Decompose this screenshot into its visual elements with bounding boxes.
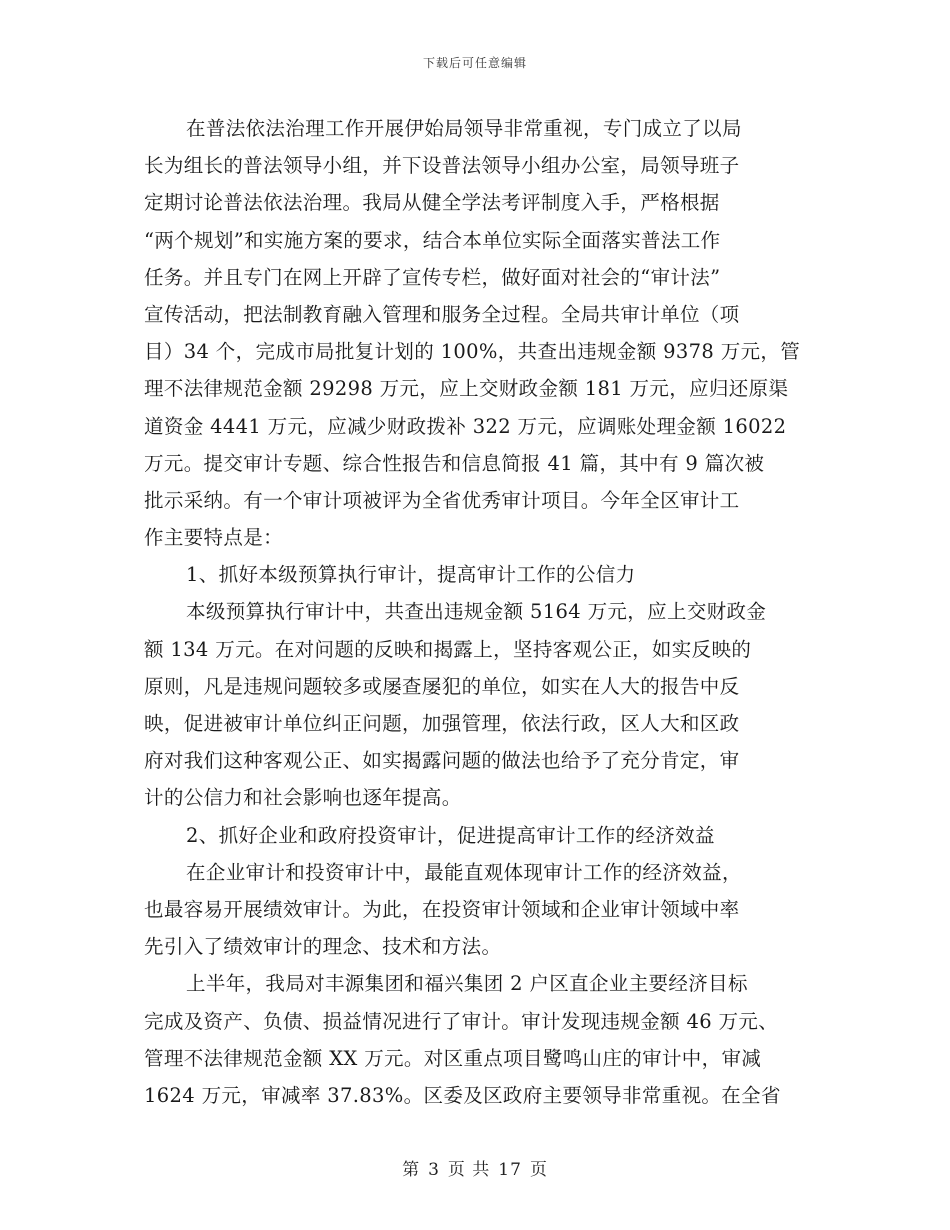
paragraph-line: 完成及资产、负债、损益情况进行了审计。审计发现违规金额 46 万元、	[144, 1009, 779, 1033]
paragraph-line: 长为组长的普法领导小组，并下设普法领导小组办公室，局领导班子	[144, 154, 740, 178]
paragraph-line: 原则，凡是违规问题较多或屡查屡犯的单位，如实在人大的报告中反	[144, 674, 740, 698]
page-number-footer	[0, 1155, 950, 1180]
paragraph-line: 额 134 万元。在对问题的反映和揭露上，坚持客观公正，如实反映的	[144, 637, 752, 661]
paragraph-line: 映，促进被审计单位纠正问题，加强管理，依法行政，区人大和区政	[144, 712, 740, 735]
paragraph-line: 目）34 个，完成市局批复计划的 100%，共查出违规金额 9378 万元，管	[144, 340, 801, 364]
footer-prefix: 第	[402, 1160, 421, 1180]
paragraph-line: 万元。提交审计专题、综合性报告和信息简报 41 篇，其中有 9 篇次被	[144, 451, 765, 475]
paragraph-line: 管理不法律规范金额 XX 万元。对区重点项目鹭鸣山庄的审计中，审减	[144, 1046, 762, 1070]
paragraph-line: 上半年，我局对丰源集团和福兴集团 2 户区直企业主要经济目标	[186, 972, 748, 996]
document-body	[144, 110, 810, 1114]
paragraph-line: 计的公信力和社会影响也逐年提高。	[144, 786, 462, 810]
paragraph-line: 在企业审计和投资审计中，最能直观体现审计工作的经济效益，	[186, 860, 742, 884]
section-heading-2: 2、抓好企业和政府投资审计，促进提高审计工作的经济效益	[186, 823, 715, 847]
paragraph-line: 宣传活动，把法制教育融入管理和服务全过程。全局共审计单位（项	[144, 302, 740, 326]
paragraph-line: “两个规划”和实施方案的要求，结合本单位实际全面落实普法工作	[144, 228, 721, 252]
paragraph-line: 1624 万元，审减率 37.83%。区委及区政府主要领导非常重视。在全省	[144, 1083, 781, 1107]
paragraph-line: 也最容易开展绩效审计。为此，在投资审计领域和企业审计领域中率	[144, 897, 740, 921]
paragraph-line: 批示采纳。有一个审计项被评为全省优秀审计项目。今年全区审计工	[144, 488, 740, 512]
paragraph-line: 先引入了绩效审计的理念、技术和方法。	[144, 935, 502, 959]
total-pages-number: 17	[498, 1160, 522, 1180]
paragraph-line: 在普法依法治理工作开展伊始局领导非常重视，专门成立了以局	[186, 117, 742, 140]
paragraph-line: 本级预算执行审计中，共查出违规金额 5164 万元，应上交财政金	[186, 600, 767, 624]
paragraph-line: 道资金 4441 万元，应减少财政拨补 322 万元，应调账处理金额 16022	[144, 414, 787, 438]
paragraph-line: 任务。并且专门在网上开辟了宣传专栏，做好面对社会的“审计法”	[144, 265, 721, 289]
current-page-number: 3	[428, 1160, 440, 1180]
paragraph-line: 理不法律规范金额 29298 万元，应上交财政金额 181 万元，应归还原渠	[144, 377, 789, 401]
paragraph-line: 府对我们这种客观公正、如实揭露问题的做法也给予了充分肯定，审	[144, 749, 740, 773]
section-heading-1: 1、抓好本级预算执行审计，提高审计工作的公信力	[186, 563, 636, 587]
paragraph-line: 定期讨论普法依法治理。我局从健全学法考评制度入手，严格根据	[144, 191, 720, 215]
paragraph-line: 作主要特点是：	[144, 526, 283, 550]
footer-suffix: 页	[529, 1160, 548, 1180]
page-header-note: 下载后可任意编辑	[422, 56, 527, 70]
footer-middle: 页 共	[447, 1160, 491, 1180]
